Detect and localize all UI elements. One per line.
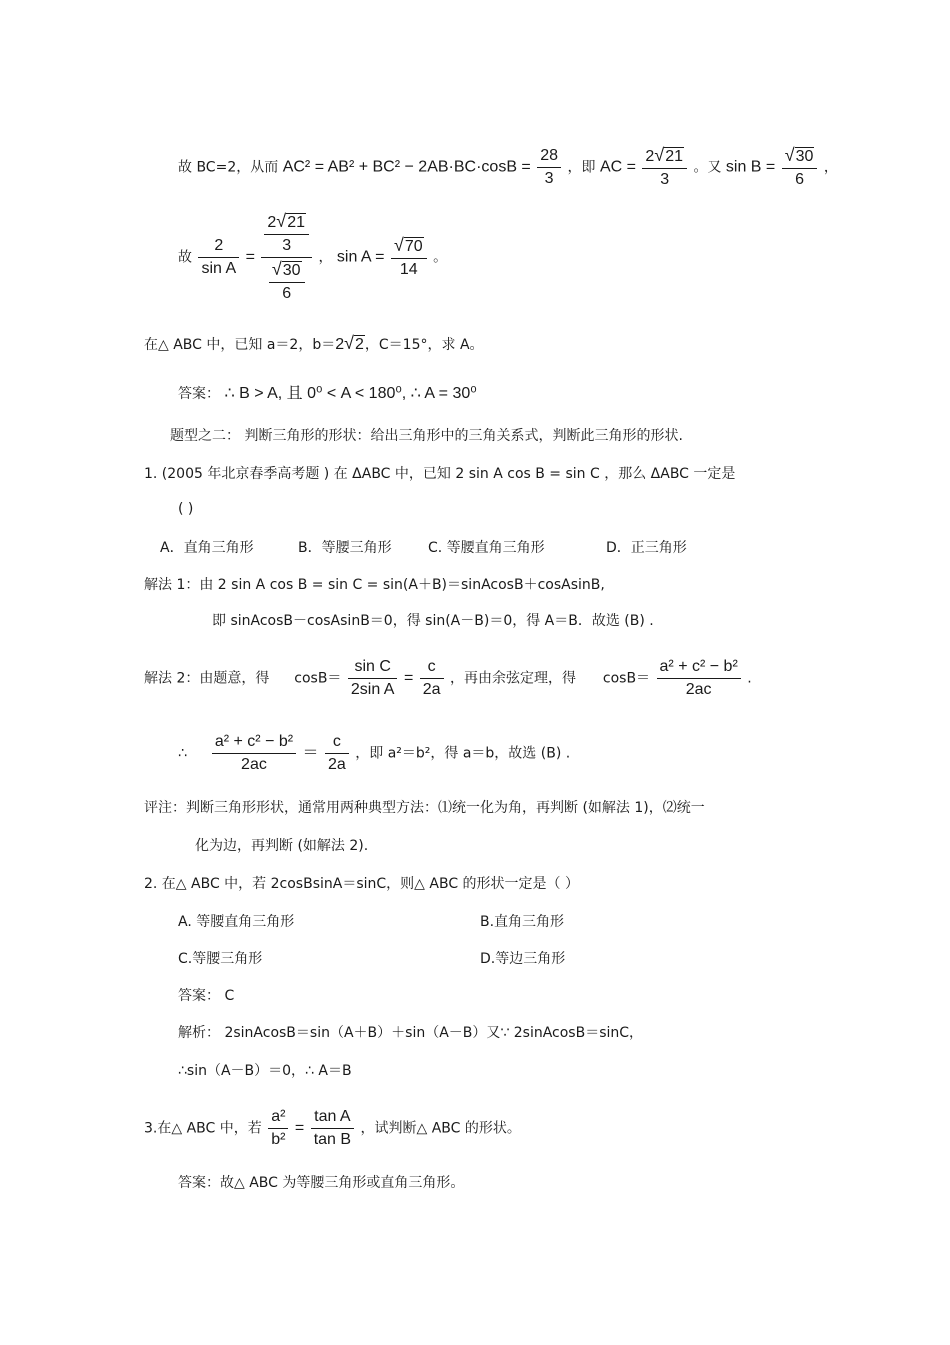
fraction: $\frac{√70}{14}$ <box>391 234 427 281</box>
q3-answer: 答案：故△ ABC 为等腰三角形或直角三角形。 <box>178 1175 465 1191</box>
text: 3.在△ ABC 中，若 <box>144 1120 262 1137</box>
answer-label: 答案： <box>178 386 220 402</box>
text: . <box>747 670 752 687</box>
fraction: $\frac{28}{3}$ <box>537 145 561 190</box>
text: ，C＝15°，求 A。 <box>364 337 484 353</box>
note-line-1: 评注：判断三角形形状，通常用两种典型方法：⑴统一化为角，再判断 (如解法 1)，⑵统一 <box>144 800 705 816</box>
solution-1-line-1: 解法 1：由 2 sin A cos B = sin C = sin(A＋B)＝sinAcosB＋cosAsinB, <box>144 577 605 593</box>
question-1-blank: ( ) <box>178 501 194 517</box>
equation: AC = <box>599 158 636 176</box>
equals: = <box>403 669 414 687</box>
section-heading: 题型之二： 判断三角形的形状：给出三角形中的三角关系式，判断此三角形的形状. <box>170 428 683 444</box>
text: 在△ ABC 中，已知 a＝2，b＝ <box>144 337 336 353</box>
fraction: $\frac{√30}{6}$ <box>782 144 818 191</box>
fraction: $\frac{c}{2a}$ <box>325 731 349 776</box>
therefore: ∴ <box>178 745 187 762</box>
option-d: D．正三角形 <box>606 540 687 556</box>
equals: = <box>294 1119 305 1137</box>
solution-1-line-2: 即 sinAcosB－cosAsinB＝0，得 sin(A－B)＝0，得 A＝B．故选 (B) . <box>212 613 654 629</box>
text: ，即 <box>567 159 596 176</box>
option-c: C. 等腰直角三角形 <box>428 540 545 556</box>
text: ，试判断△ ABC 的形状。 <box>360 1120 521 1137</box>
text: cosB＝ <box>294 670 342 687</box>
fraction: $\frac{\text{tan A}}{\text{tan B}}$ <box>311 1106 354 1151</box>
fraction: $\frac{c}{2a}$ <box>420 656 444 701</box>
text: ， <box>823 159 838 176</box>
option-a: A．直角三角形 <box>160 540 254 556</box>
text: ，再由余弦定理，得 <box>449 670 576 687</box>
compound-fraction: $\frac{\frac{2√21}{3}}{\frac{√30}{6}}$ <box>261 210 312 305</box>
fraction: $\frac{\text{sin C}}{\text{2sin A}}$ <box>348 656 398 701</box>
answer-math: ∴ B > A, 且 0⁰ < A < 180⁰, ∴ A = 30⁰ <box>224 385 477 402</box>
equation: AC² = AB² + BC² − 2AB·BC·cosB = <box>282 158 531 176</box>
text: 。 <box>433 249 448 266</box>
text: 解法 2：由题意，得 <box>144 670 270 687</box>
equals: ＝ <box>302 744 319 762</box>
q2-answer: 答案： C <box>178 988 235 1004</box>
fraction: $\frac{2}{\text{sin A}}$ <box>198 235 239 280</box>
text: cosB＝ <box>602 670 651 687</box>
fraction: $\frac{\text{a² + c² − b²}}{2ac}$ <box>212 731 296 776</box>
q2-explanation-2: ∴sin（A－B）＝0，∴ A＝B <box>178 1063 352 1079</box>
q2-option-c: C.等腰三角形 <box>178 951 263 967</box>
problem-statement <box>144 333 484 355</box>
solution-2-line-2 <box>178 731 570 776</box>
text: 故 BC=2，从而 <box>178 159 279 176</box>
q2-option-d: D.等边三角形 <box>480 951 566 967</box>
fraction: $\frac{\text{a² + c² − b²}}{2ac}$ <box>657 656 741 701</box>
equals: = <box>245 248 255 266</box>
text: ， <box>318 249 333 266</box>
option-b: B．等腰三角形 <box>298 540 392 556</box>
equation: sin A = <box>336 248 385 266</box>
q2-explanation-1: 解析： 2sinAcosB＝sin（A＋B）＋sin（A－B）又∵ 2sinAcosB＝sinC， <box>178 1025 644 1041</box>
text: 故 <box>178 249 192 266</box>
solution-2-line-1 <box>144 656 752 701</box>
question-1: 1. (2005 年北京春季高考题 ) 在 ΔABC 中，已知 2 sin A cos B = sin C ，那么 ΔABC 一定是 <box>144 466 736 482</box>
q2-option-a: A. 等腰直角三角形 <box>178 914 295 930</box>
question-3 <box>144 1106 521 1151</box>
derivation-line-1 <box>178 144 838 191</box>
fraction: $\frac{\text{a²}}{\text{b²}}$ <box>268 1106 288 1151</box>
question-2: 2. 在△ ABC 中，若 2cosBsinA＝sinC，则△ ABC 的形状一定是（ ） <box>144 876 579 892</box>
note-line-2: 化为边，再判断 (如解法 2). <box>195 838 369 854</box>
fraction: $\frac{2√21}{3}$ <box>642 144 687 191</box>
text: ，即 a²＝b²，得 a＝b，故选 (B) . <box>355 745 571 762</box>
derivation-line-2 <box>178 210 447 305</box>
q2-option-b: B.直角三角形 <box>480 914 565 930</box>
text: 。又 <box>693 159 722 176</box>
equation: sin B = <box>725 158 776 176</box>
sqrt-expression: 2√2 <box>335 333 364 353</box>
answer-line <box>178 384 477 404</box>
